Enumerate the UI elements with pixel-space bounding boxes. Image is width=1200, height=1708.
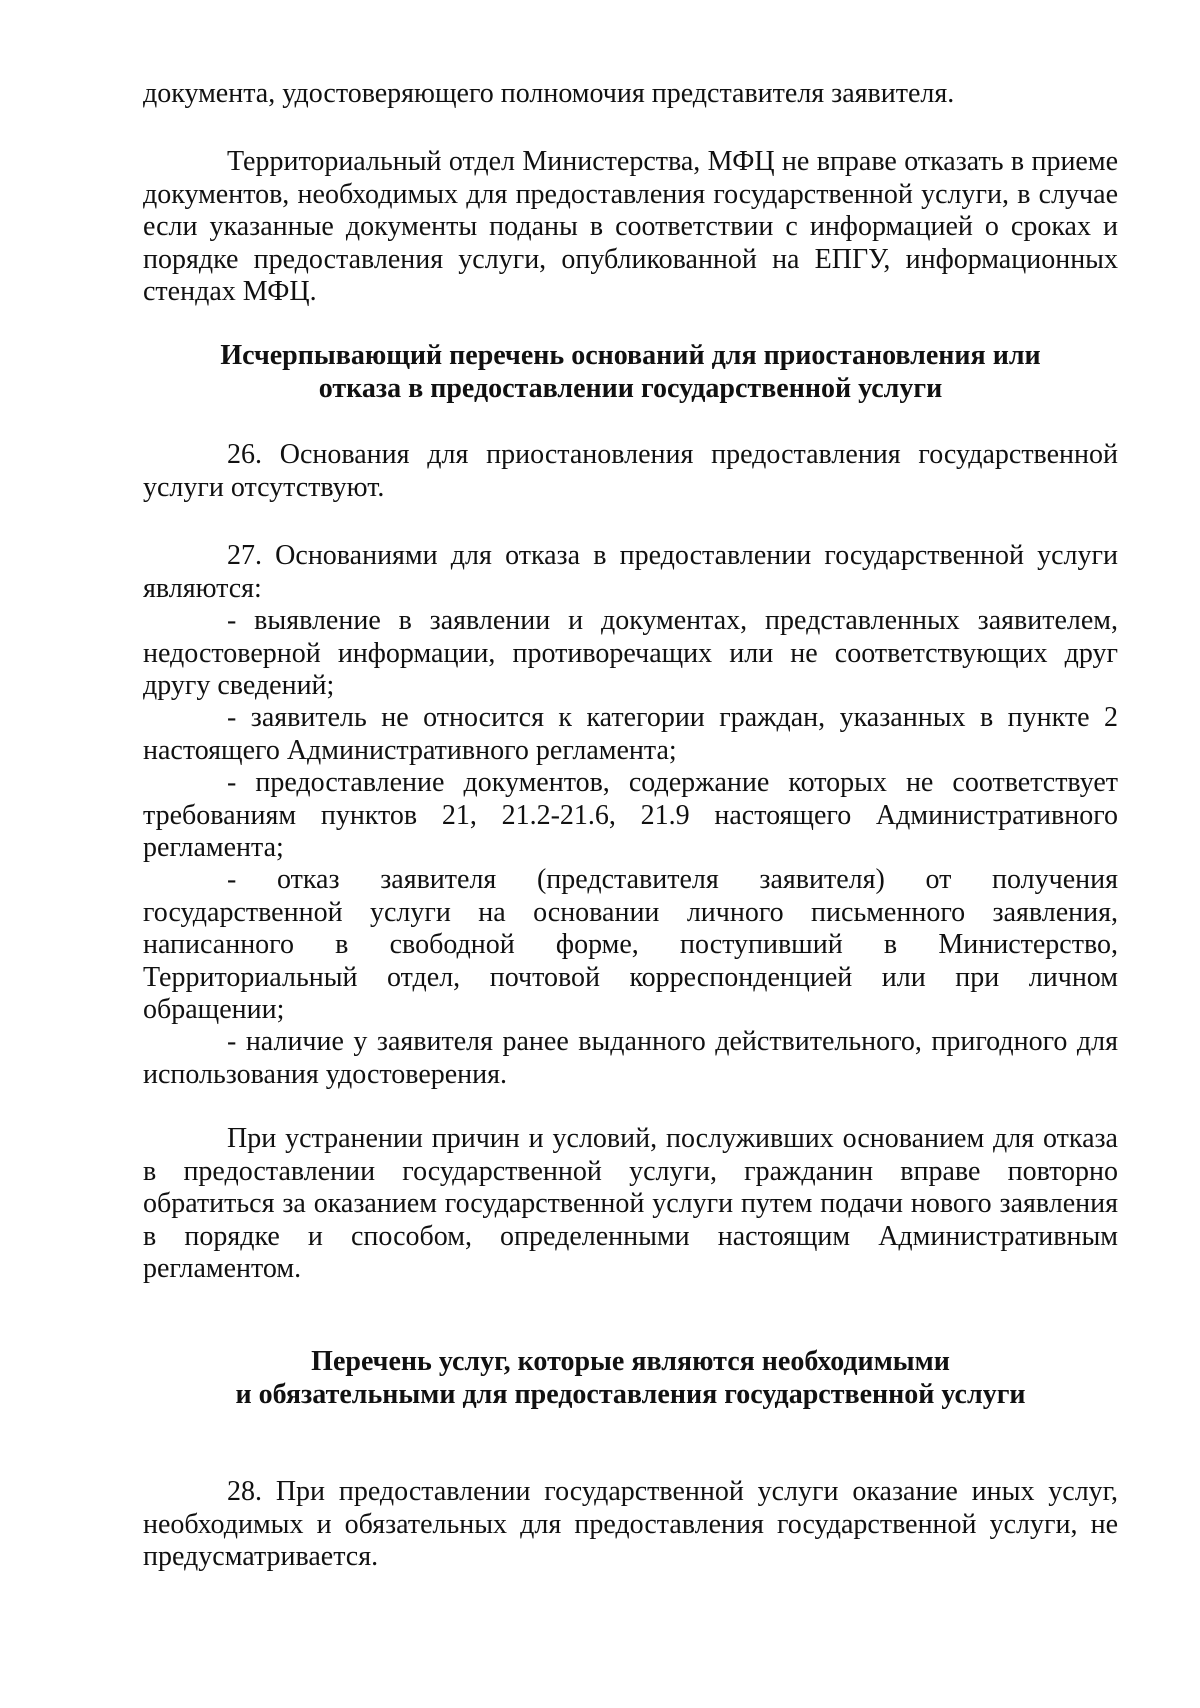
list-item: - заявитель не относится к категории граждан, указанных в пункте 2 настоящего Административного регламента; <box>143 702 1118 766</box>
list-item: - отказ заявителя (представителя заявителя) от получения государственной услуги на основании личного письменного заявления, написанного в свободной форме, поступивший в Министерство, Территориальный отдел, почтовой корреспонденцией или при личном обращении; <box>143 864 1118 1025</box>
list-item: - наличие у заявителя ранее выданного действительного, пригодного для использования удостоверения. <box>143 1026 1118 1090</box>
heading-line-1: Перечень услуг, которые являются необходимыми <box>311 1346 950 1377</box>
list-item: - предоставление документов, содержание которых не соответствует требованиям пунктов 21, 21.2-21.6, 21.9 настоящего Административного регламента; <box>143 767 1118 863</box>
heading-line-2: отказа в предоставлении государственной услуги <box>318 372 943 404</box>
section-heading-grounds <box>143 340 1118 405</box>
continuation-line: документа, удостоверяющего полномочия представителя заявителя. <box>143 78 955 109</box>
paragraph-repeat-application: При устранении причин и условий, послуживших основанием для отказа в предоставлении государственной услуги, гражданин вправе повторно обратиться за оказанием государственной услуги путем подачи нового заявления в порядке и способом, определенными настоящим Административным регламентом. <box>143 1123 1118 1284</box>
heading-line-2: и обязательными для предоставления государственной услуги <box>235 1378 1026 1410</box>
section-heading-services <box>143 1346 1118 1411</box>
list-item: - выявление в заявлении и документах, представленных заявителем, недостоверной информации, противоречащих или не соответствующих друг другу сведений; <box>143 605 1118 701</box>
paragraph-27: 27. Основаниями для отказа в предоставлении государственной услуги являются: <box>143 540 1118 604</box>
paragraph-26: 26. Основания для приостановления предоставления государственной услуги отсутствуют. <box>143 439 1118 503</box>
heading-line-1: Исчерпывающий перечень оснований для приостановления или <box>220 340 1041 371</box>
paragraph-refusal-documents: Территориальный отдел Министерства, МФЦ не вправе отказать в приеме документов, необходимых для предоставления государственной услуги, в случае если указанные документы поданы в соответствии с информацией о сроках и порядке предоставления услуги, опубликованной на ЕПГУ, информационных стендах МФЦ. <box>143 146 1118 307</box>
paragraph-28: 28. При предоставлении государственной услуги оказание иных услуг, необходимых и обязательных для предоставления государственной услуги, не предусматривается. <box>143 1476 1118 1572</box>
